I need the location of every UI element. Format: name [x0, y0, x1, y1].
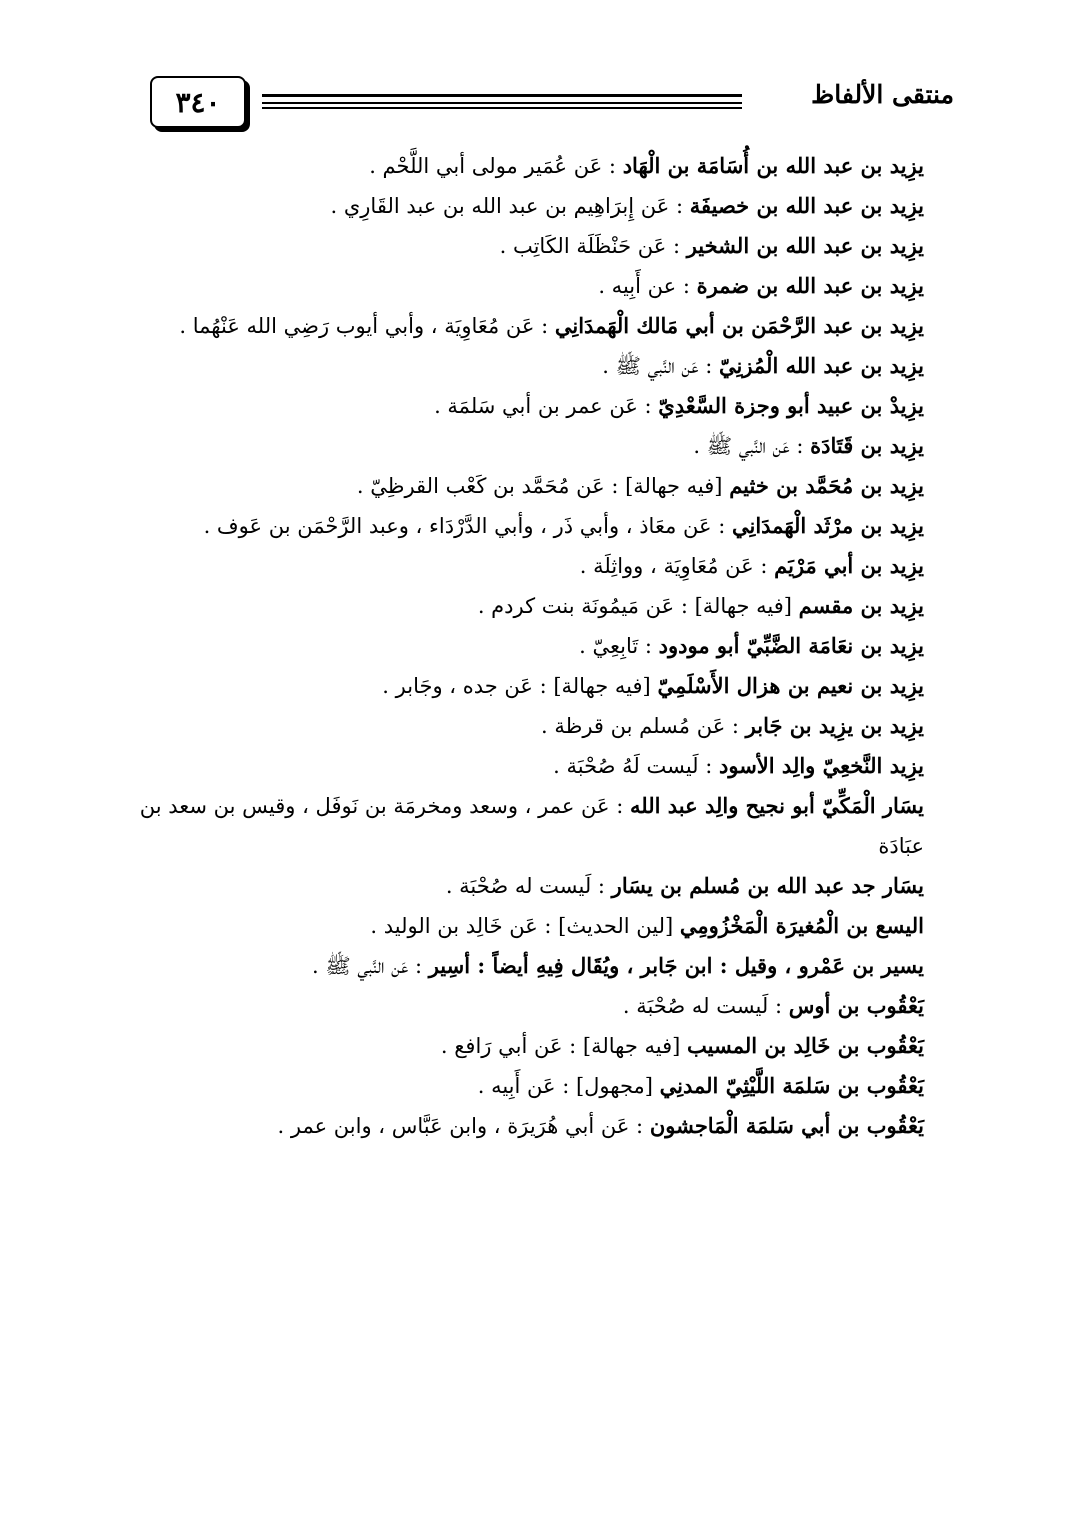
entry-name: يسَار الْمَكِّيّ أبو نجيح والِد عبد الله	[629, 793, 924, 818]
entry-text: : عن أَبِيه .	[598, 274, 697, 298]
entry-text: [فيه جهالة] : عَن مَيمُونَة بنت كردم .	[477, 594, 799, 618]
list-item	[112, 586, 924, 626]
list-item	[112, 1066, 924, 1106]
book-title: منتقى الألفاظ	[811, 80, 954, 109]
entry-text: : عَن مُعَاوِيَة ، وواثِلَة .	[579, 554, 775, 578]
entry-text: : عَن عمر ، وسعد ومخرمَة بن نَوفَل ، وقيس بن سعد بن عبَادَة	[139, 794, 924, 858]
list-item	[112, 186, 924, 226]
list-item	[112, 666, 924, 706]
entry-name: يزِيدْ بن عبيد أبو وجزة السَّعْدِيّ	[658, 393, 924, 418]
list-item	[112, 906, 924, 946]
list-item	[112, 866, 924, 906]
list-item	[112, 386, 924, 426]
entry-text: : عَن حَنْظَلَة الكَاتِب .	[499, 234, 687, 258]
entry-text: [فيه جهالة] : عَن جده ، وجَابر .	[382, 674, 658, 698]
entry-text: : لَيست له صُحْبَة .	[622, 994, 789, 1018]
entry-name: يزِيد بن مُحَمَّد بن خثيم	[729, 473, 924, 498]
entry-text: : عَن أبي هُرَيرَة ، وابن عَبَّاس ، وابن عمر .	[277, 1114, 650, 1138]
list-item	[112, 466, 924, 506]
entry-name: يزِيد بن عبد الله بن ضمرة	[696, 273, 924, 298]
entry-name: يَعْقُوب بن سَلمَة اللَّيْثِيّ المدنِي	[659, 1073, 924, 1098]
entry-text: : عَن إِبرَاهِيم بن عبد الله بن عبد القَارِي .	[330, 194, 690, 218]
entry-text: : عَن عُمَير مولى أبي اللَّحْم .	[369, 154, 623, 178]
list-item	[112, 1106, 924, 1146]
list-item	[112, 506, 924, 546]
entry-name: يزِيد بن عبد الرَّحْمَن بن أبي مَالك الْهَمدَانِي	[554, 313, 924, 338]
entry-text: : عَن النَّبي ﷺ .	[693, 434, 811, 458]
list-item	[112, 306, 924, 346]
entry-name: يزِيد بن نعَامَة الضَّبِّيّ أبو مودود	[658, 633, 924, 658]
entry-name: يَعْقُوب بن خَالِد بن المسيب	[687, 1033, 924, 1058]
page-number: ٣٤٠	[175, 85, 221, 119]
entry-text: : تَابِعِيّ .	[579, 634, 659, 658]
page-number-box	[150, 76, 246, 128]
entry-name: يَعْقُوب بن أبي سَلمَة الْمَاجشون	[649, 1113, 924, 1138]
list-item	[112, 986, 924, 1026]
list-item	[112, 146, 924, 186]
entry-name: اليسع بن الْمُغيرَة الْمَخْزُومِي	[679, 913, 924, 938]
entry-text: [مجهول] : عَن أَبِيه .	[477, 1074, 660, 1098]
entry-name: يزِيد بن عبد الله الْمُزنِيّ	[718, 353, 924, 378]
entry-name: يزِيد بن قَتَادَة	[810, 433, 924, 458]
entry-text: : عَن النَّبي ﷺ .	[602, 354, 719, 378]
entry-name: يزِيد بن عبد الله بن خصيفَة	[689, 193, 924, 218]
entry-text: : لَيست لَهُ صُحْبَة .	[553, 754, 719, 778]
entry-name: يزِيد بن عبد الله بن الشخير	[686, 233, 924, 258]
page-header	[112, 66, 954, 130]
list-item	[112, 226, 924, 266]
header-rule	[262, 94, 742, 97]
entry-name: يزِيد بن عبد الله بن أُسَامَة بن الْهَاد	[622, 153, 924, 178]
list-item	[112, 626, 924, 666]
entry-name: يزِيد بن نعيم بن هزال الأَسْلَمِيّ	[657, 673, 924, 698]
entry-text: [فيه جهالة] : عَن مُحَمَّد بن كَعْب القرظِيّ .	[356, 474, 730, 498]
entry-text: : عَن معَاذ ، وأبي ذَر ، وأبي الدَّرْدَاء ، وعبد الرَّحْمَن بن عَوف .	[203, 514, 732, 538]
entry-name: يسَار جد عبد الله بن مُسلم بن يسَار	[611, 873, 924, 898]
entry-text: : عَن النَّبي ﷺ .	[312, 954, 429, 978]
list-item	[112, 546, 924, 586]
entry-text: [فيه جهالة] : عَن أبي رَافع .	[440, 1034, 687, 1058]
list-item	[112, 346, 924, 386]
entry-name: يسير بن عَمْرو ، وقيل : ابن جَابر ، ويُقَال فِيهِ أيضاً : أسِير	[428, 953, 924, 978]
entry-name: يَعْقُوب بن أوس	[788, 993, 924, 1018]
list-item	[112, 266, 924, 306]
list-item	[112, 946, 924, 986]
entry-name: يزِيد بن مقسم	[798, 593, 924, 618]
list-item	[112, 746, 924, 786]
entry-text: : لَيست له صُحْبَة .	[445, 874, 612, 898]
list-item	[112, 706, 924, 746]
list-item	[112, 426, 924, 466]
entries-list	[112, 146, 924, 1146]
entry-name: يزِيد بن يزِيد بن جَابر	[745, 713, 924, 738]
entry-text: : عَن مُعَاوِيَة ، وأبي أيوب رَضِي الله عَنْهُما .	[179, 314, 555, 338]
entry-text: [لين الحديث] : عَن خَالِد بن الوليد .	[370, 914, 680, 938]
entry-name: يزِيد بن مرْثَد الْهَمدَانِي	[731, 513, 924, 538]
list-item	[112, 1026, 924, 1066]
entry-text: : عَن مُسلم بن قرظة .	[541, 714, 746, 738]
entry-name: يزِيد بن أبي مَرْيَم	[774, 553, 924, 578]
entry-name: يزِيد النَّخعِيّ والِد الأسود	[719, 753, 924, 778]
entry-text: : عَن عمر بن أبي سَلمَة .	[434, 394, 659, 418]
list-item	[112, 786, 924, 866]
